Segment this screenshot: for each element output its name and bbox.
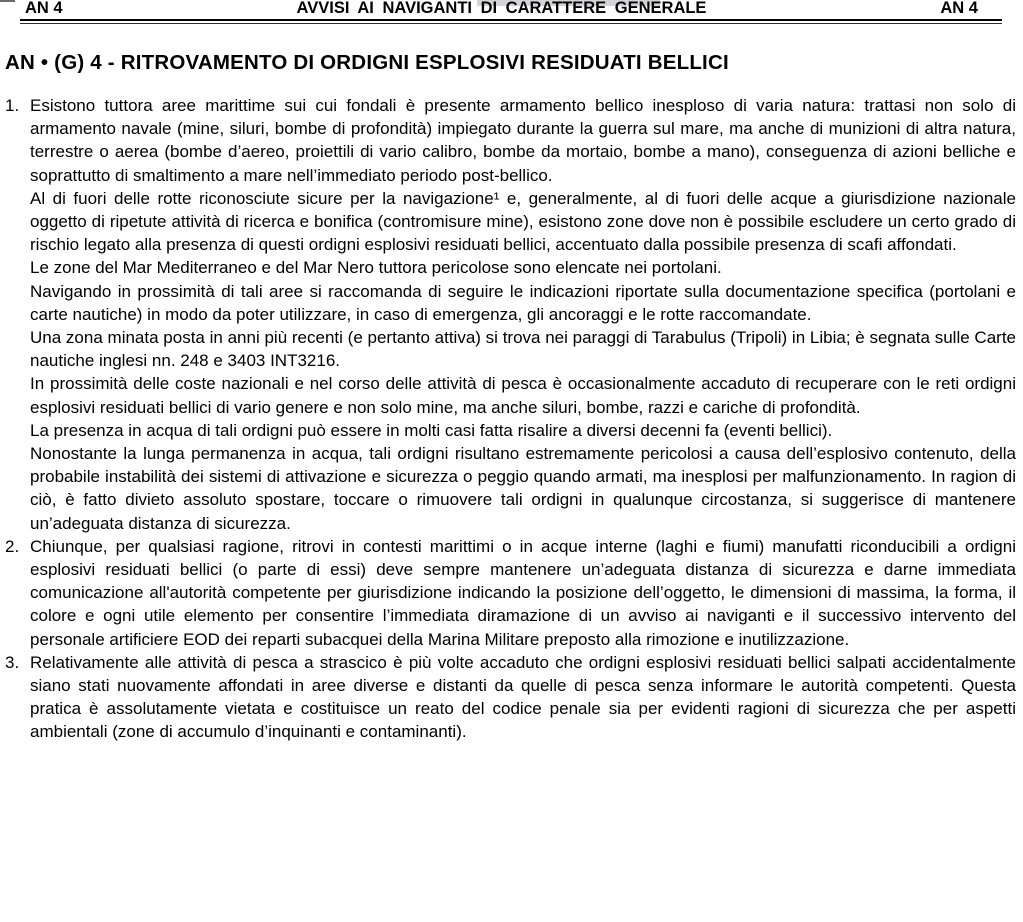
paragraph-block: Le zone del Mar Mediterraneo e del Mar Nero tuttora pericolose sono elencate nei portolani. bbox=[30, 258, 722, 278]
header-right-code: AN 4 bbox=[940, 0, 978, 17]
paragraph-block: In prossimità delle coste nazionali e nel corso delle attività di pesca è occasionalmente accaduto di recuperare con le reti ordigni esplosivi residuati bellici di vario genere e non solo mine, ma anche siluri, bombe, razzi e cariche di profondità. bbox=[30, 374, 1016, 417]
running-header bbox=[20, 0, 1002, 19]
item-number-2: 2. bbox=[5, 536, 20, 556]
notice-body bbox=[5, 94, 1016, 744]
top-left-tick bbox=[0, 0, 15, 2]
paragraph-block: Relativamente alle attività di pesca a strascico è più volte accaduto che ordigni esplosivi residuati bellici salpati accidentalmente siano stati nuovamente affondati in aree diverse e distanti da quelle di pesca senza informare le autorità competenti. Questa pratica è assolutamente vietata e costituisce un reato del codice penale sia per evidenti ragioni di sicurezza che per aspetti ambientali (zone di accumulo d’inquinanti e contaminanti). bbox=[30, 652, 1016, 742]
paragraph-block: Una zona minata posta in anni più recenti (e pertanto attiva) si trova nei paraggi di Tarabulus (Tripoli) in Libia; è segnata sulle Carte nautiche inglesi nn. 248 e 3403 INT3216. bbox=[30, 328, 1016, 371]
item-1-blocks bbox=[30, 94, 1016, 535]
notice-item-1 bbox=[5, 94, 1016, 535]
header-left-code: AN 4 bbox=[25, 0, 63, 17]
paragraph-block: Nonostante la lunga permanenza in acqua, tali ordigni risultano estremamente pericolosi a causa dell’esplosivo contenuto, della probabile instabilità dei sistemi di attivazione e sicurezza o peggio quando armati, ma inesplosi per malfunzionamento. In ragion di ciò, è fatto divieto assoluto spostare, toccare o rimuovere tali ordigni in qualunque circostanza, si suggerisce di mantenere un’adeguata distanza di sicurezza. bbox=[30, 444, 1016, 533]
item-number-1: 1. bbox=[5, 96, 20, 115]
item-number-3: 3. bbox=[5, 652, 20, 672]
paragraph-block: Chiunque, per qualsiasi ragione, ritrovi in contesti marittimi o in acque interne (laghi e fiumi) manufatti riconducibili a ordigni esplosivi residuati bellici (o parte di essi) deve sempre mantenere un’adeguata distanza di sicurezza e darne immediata comunicazione all'autorità competente per giurisdizione indicando la posizione dell’oggetto, le dimensioni di massima, la forma, il colore e ogni utile elemento per consentire l’immediata diramazione di un avviso ai naviganti e il successivo intervento del personale artificiere EOD dei reparti subacquei della Marina Militare preposto alla rimozione e inutilizzazione. bbox=[30, 536, 1016, 649]
notice-title: AN • (G) 4 - RITROVAMENTO DI ORDIGNI ESPLOSIVI RESIDUATI BELLICI bbox=[5, 51, 729, 74]
notice-item-3 bbox=[5, 651, 1016, 744]
notice-item-2 bbox=[5, 535, 1016, 651]
item-3-blocks bbox=[30, 651, 1016, 744]
paragraph-block: Navigando in prossimità di tali aree si raccomanda di seguire le indicazioni riportate sulla documentazione specifica (portolani e carte nautiche) in modo da poter utilizzare, in caso di emergenza, gli ancoraggi e le rotte raccomandate. bbox=[30, 281, 1016, 324]
header-rule-thin bbox=[20, 23, 1002, 24]
paragraph-block: Al di fuori delle rotte riconosciute sicure per la navigazione¹ e, generalmente, al di fuori delle acque a giurisdizione nazionale oggetto di ripetute attività di ricerca e bonifica (contromisure mine), esistono zone dove non è possibile escludere un certo grado di rischio legato alla presenza di questi ordigni esplosivi residuati bellici, accentuato dalla possibile presenza di scafi affondati. bbox=[30, 188, 1016, 255]
header-rule-thick bbox=[20, 19, 1002, 21]
header-center-title: AVVISI AI NAVIGANTI DI CARATTERE GENERALE bbox=[296, 0, 707, 17]
paragraph-block: La presenza in acqua di tali ordigni può essere in molti casi fatta risalire a diversi decenni fa (eventi bellici). bbox=[30, 420, 833, 440]
paragraph-block: Esistono tuttora aree marittime sui cui fondali è presente armamento bellico inesploso di varia natura: trattasi non solo di armamento navale (mine, siluri, bombe di profondità) impiegato durante la guerra sul mare, ma anche di munizioni di altra natura, terrestre o aerea (bombe d’aereo, proiettili di vario calibro, bombe da mortaio, bombe a mano), conseguenza di azioni belliche e soprattutto di smaltimento a mare nell’immediato periodo post-bellico. bbox=[30, 96, 1016, 185]
item-2-blocks bbox=[30, 535, 1016, 651]
